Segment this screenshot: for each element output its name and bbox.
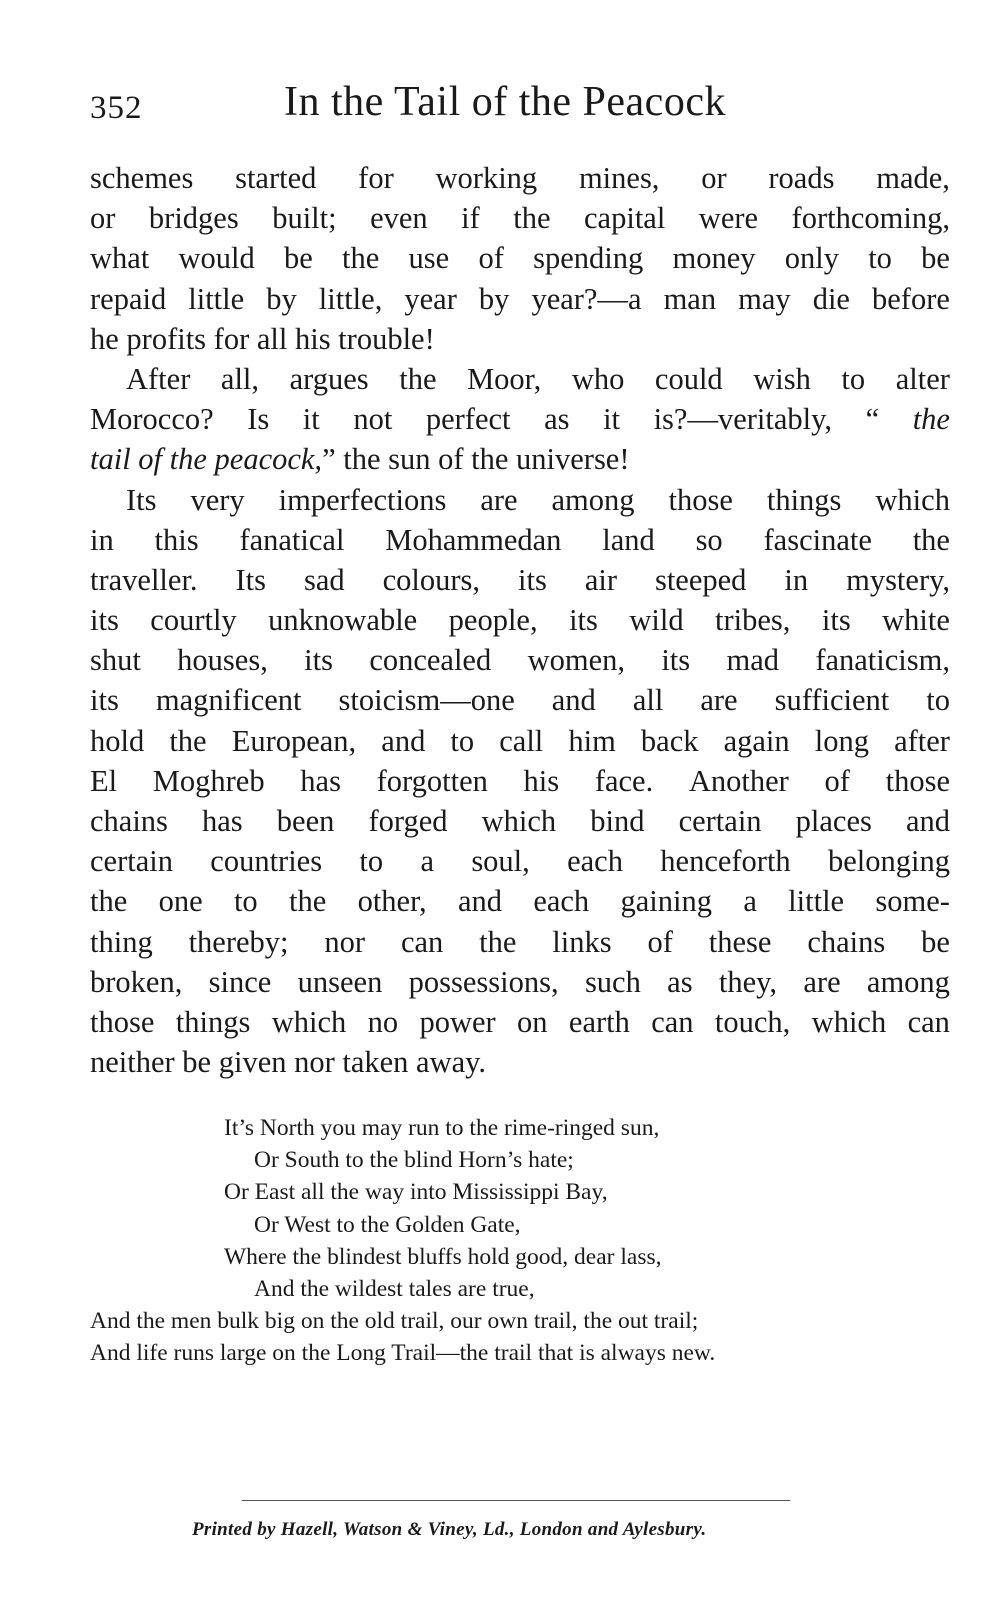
word: no [367,1004,399,1039]
word: and [457,884,502,919]
word: be [921,241,950,276]
word: repaid [90,281,167,316]
word: imperfections [278,482,447,517]
word: is?—veritably, [653,402,833,437]
word: man [663,281,717,316]
word: those [885,763,950,798]
word: those [90,1004,155,1039]
word: mad [726,643,779,678]
word: certain [90,844,173,879]
text-line [90,399,950,439]
word: Morocco? [90,402,214,437]
word: very [190,482,245,517]
word: a [743,884,757,919]
word: or [90,201,116,236]
word: may [738,281,791,316]
word: bridges [148,201,239,236]
italic-text: tail of the peacock, [90,442,323,477]
word: to [926,683,950,718]
text-line [90,158,950,198]
word: sufficient [774,683,890,718]
word: wish [753,361,811,396]
word: little [188,281,245,316]
text-line [90,721,950,761]
page-header [90,78,950,138]
word: are [700,683,738,718]
word: its [569,603,598,638]
word: before [872,281,950,316]
page-number: 352 [90,90,143,126]
word: argues [289,361,369,396]
word: things [175,1004,251,1039]
word: of [824,763,850,798]
word: year?—a [531,281,642,316]
word: steeped [654,562,747,597]
word: which [271,1004,347,1039]
word: and [381,723,426,758]
word: are [480,482,518,517]
italic-text: the [912,402,950,437]
word: are [803,964,841,999]
word: people, [448,603,538,638]
word: gaining [620,884,712,919]
word: his [523,763,560,798]
word: started [235,161,317,195]
word: if [461,201,480,236]
word: each [533,884,590,919]
word: its [661,643,691,678]
word: other, [357,884,427,919]
text-line: he profits for all his trouble! [90,321,435,356]
word: forged [368,804,448,838]
text-line: neither be given nor taken away. [90,1045,487,1080]
word: which [481,804,557,838]
word: soul, [471,844,530,879]
word: its [821,603,851,638]
word: fanatical [239,522,345,557]
word: by [266,281,297,316]
word: as [544,402,570,437]
word: even [370,201,428,236]
printer-imprint: Printed by Hazell, Watson & Viney, Ld., London and Aylesbury. [192,1519,707,1540]
word: would [178,241,255,276]
word: could [654,361,723,396]
text-line [90,801,950,841]
word: unseen [297,964,383,999]
verse-line: Where the blindest bluffs hold good, dear lass, [224,1243,662,1270]
word: not [353,402,393,437]
text-line [90,480,950,520]
text-line [90,560,950,600]
word: each [567,844,623,879]
word: unknowable [268,603,418,638]
word: Moor, [467,361,542,396]
word: mystery, [846,562,950,597]
word: as [667,964,693,999]
text-line [90,922,950,962]
word: shut [90,643,141,678]
word: Is [247,402,270,437]
word: money [672,241,756,276]
word: to [841,361,866,396]
word: him [568,723,616,758]
word: its [518,562,547,597]
text-line [90,881,950,921]
word: all [632,683,664,718]
word: magnificent [155,683,302,718]
word: be [284,241,313,276]
word: has [202,804,243,838]
word: can [907,1004,950,1039]
word: by [478,281,510,316]
word: back [640,723,699,758]
word: since [208,964,272,999]
word: little [788,884,845,919]
word: bind [590,804,645,838]
word: things [766,482,842,517]
word: face. [594,763,654,798]
word: its [90,683,119,718]
word: be [921,924,950,959]
verse-block [90,1112,950,1370]
word: its [304,643,333,678]
word: the [90,884,128,919]
word: thing [90,924,153,959]
word: the [513,201,551,236]
word: links [552,924,612,959]
word: power [419,1004,496,1039]
word: possessions, [408,964,559,999]
word: to [359,844,384,879]
text-line [90,520,950,560]
word: made, [876,161,950,195]
verse-line: It’s North you may run to the rime-ringed sun, [224,1115,660,1141]
word: spending [533,241,644,276]
word: built; [272,201,337,236]
word: touch, [714,1004,791,1039]
word: houses, [177,643,268,678]
word: white [882,603,950,638]
word: the [288,884,327,919]
word: alter [895,361,950,396]
word: little, [318,281,383,316]
word: perfect [425,402,511,437]
word: colours, [382,562,481,597]
word: which [875,482,950,517]
text-segment: ” the sun of the universe! [322,442,630,477]
word: roads [768,161,835,195]
word: to [868,241,892,276]
text-line [90,761,950,801]
word: earth [568,1004,630,1039]
word: chains [807,924,886,959]
verse-line: Or South to the blind Horn’s hate; [254,1147,574,1174]
word: these [708,924,772,959]
word: to [450,723,475,758]
word: all, [220,361,260,396]
word: land [602,522,655,557]
word: sad [303,562,345,597]
word: which [811,1004,887,1039]
word: Its [235,562,267,597]
word: only [784,241,839,276]
word: die [812,281,850,316]
word: of [647,924,673,959]
word: air [584,562,617,597]
text-line [90,600,950,640]
word: concealed [369,643,492,678]
word: Another [688,763,789,798]
word: nor [324,924,366,959]
word: to [233,884,258,919]
word: in [90,522,114,557]
word: and [551,683,596,718]
word: capital [584,201,666,236]
word: mines, [578,161,660,195]
word: year [404,281,457,316]
word: of [478,241,504,276]
text-line [90,640,950,680]
verse-line: And the wildest tales are true, [254,1275,535,1302]
word: it [302,402,320,437]
word: and [905,804,950,838]
word: forgotten [376,763,488,798]
word: broken, [90,964,183,999]
word: the [912,522,950,557]
word: call [499,723,544,758]
word: the [399,361,437,396]
text-line [90,238,950,278]
word: the [169,723,207,758]
word: stoicism—one [338,683,515,718]
text-line [90,841,950,881]
text-line [90,439,950,479]
word: those [668,482,733,517]
word: after [894,723,950,758]
text-line [90,279,950,319]
word: courtly [150,603,237,638]
word: so [695,522,723,557]
word: “ [865,402,880,437]
word: wild [629,603,684,638]
word: Mohammedan [385,522,562,557]
word: long [814,723,869,758]
word: Moghreb [152,763,265,798]
word: traveller. [90,562,198,597]
word: women, [527,643,625,678]
word: certain [678,804,762,838]
word: After [126,361,191,396]
word: thereby; [188,924,289,959]
word: such [584,964,641,999]
word: for [358,161,394,195]
word: fanaticism, [815,643,950,678]
word: fascinate [763,522,872,557]
text-line [90,1002,950,1042]
word: hold [90,723,145,758]
word: it [603,402,621,437]
word: chains [90,804,168,838]
word: schemes [90,161,194,195]
word: use [408,241,450,276]
footer-rule [242,1500,790,1501]
word: among [866,964,950,999]
word: can [651,1004,694,1039]
word: Its [126,482,157,517]
word: its [90,603,119,638]
verse-line: Or East all the way into Mississippi Bay, [224,1179,608,1206]
word: the [342,241,380,276]
word: in [784,562,809,597]
word: what [90,241,150,276]
word: countries [210,844,323,879]
word: among [551,482,635,517]
word: belonging [828,844,950,879]
word: again [723,723,790,758]
word: were [698,201,759,236]
verse-line: And life runs large on the Long Trail—the trail that is always new. [90,1340,716,1367]
word: El [90,763,118,798]
word: the [479,924,517,959]
running-head: In the Tail of the Peacock [284,79,726,125]
word: working [435,161,538,195]
word: has [300,763,341,798]
text-line [90,962,950,1002]
word: been [276,804,335,838]
verse-line: Or West to the Golden Gate, [254,1211,521,1238]
text-line [90,359,950,399]
word: places [795,804,872,838]
word: tribes, [715,603,791,638]
word: some- [875,884,950,919]
word: or [701,161,727,195]
text-line [90,198,950,238]
word: can [400,924,444,959]
word: this [154,522,199,557]
word: on [517,1004,548,1039]
word: henceforth [660,844,791,879]
word: they, [718,964,778,999]
word: European, [231,723,357,758]
verse-line: And the men bulk big on the old trail, our own trail, the out trail; [90,1308,699,1335]
word: a [420,844,434,879]
text-line [90,680,950,720]
body-text [90,158,950,1082]
word: forthcoming, [791,201,950,236]
word: who [571,361,625,396]
word: one [158,884,203,919]
